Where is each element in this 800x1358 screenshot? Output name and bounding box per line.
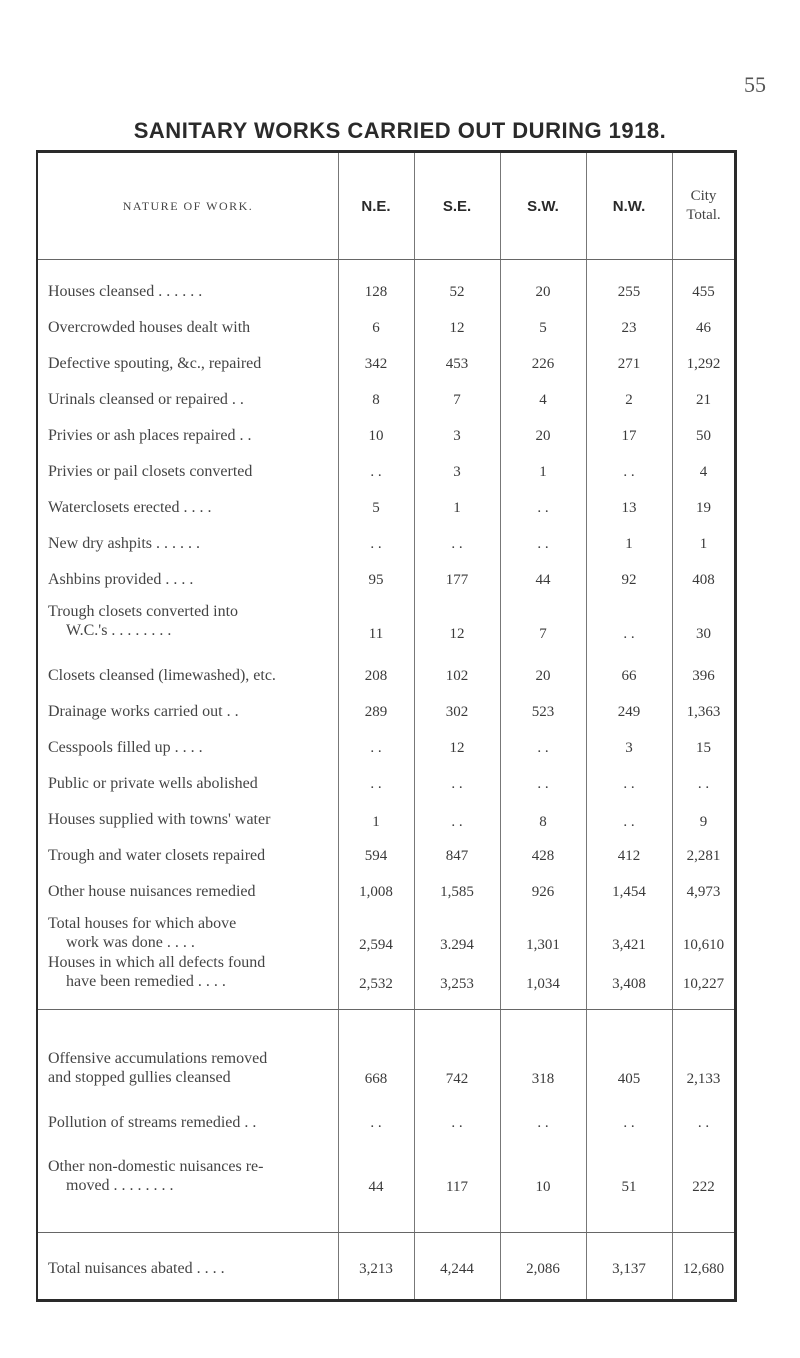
row-label: Closets cleansed (limewashed), etc. — [48, 667, 276, 684]
cell-city-total: 21 — [696, 392, 711, 408]
row-label: Total nuisances abated . . . . — [48, 1260, 225, 1277]
row-label-line2: moved . . . . . . . . — [66, 1177, 174, 1194]
cell-sw: 10 — [535, 1179, 551, 1195]
cell-nw: 412 — [617, 848, 641, 864]
cell-sw: 7 — [539, 626, 547, 642]
cell-city-total: 19 — [696, 500, 711, 516]
cell-ne: 8 — [372, 392, 380, 408]
cell-ne: 3,213 — [359, 1261, 393, 1277]
cell-sw: 4 — [539, 392, 547, 408]
cell-se: 7 — [453, 392, 461, 408]
cell-nw: 405 — [617, 1071, 641, 1087]
cell-se: 12 — [449, 320, 465, 336]
cell-se: 4,244 — [440, 1261, 474, 1277]
row-label: Trough and water closets repaired — [48, 847, 266, 864]
cell-ne: 1,008 — [359, 884, 393, 900]
cell-nw: 23 — [621, 320, 637, 336]
header-rule — [38, 259, 734, 260]
cell-city-total: 222 — [692, 1179, 715, 1195]
cell-nw: 2 — [625, 392, 633, 408]
header-city-line1: City — [690, 188, 717, 204]
row-label-line2: work was done . . . . — [66, 934, 195, 951]
cell-city-total: 10,227 — [682, 976, 725, 992]
cell-ne: 1 — [372, 814, 380, 830]
cell-ne: 10 — [368, 428, 384, 444]
cell-sw: 44 — [535, 572, 551, 588]
row-label: Other house nuisances remedied — [48, 883, 256, 900]
cell-se: 12 — [449, 626, 465, 642]
cell-se: . . — [451, 776, 463, 792]
cell-ne: . . — [370, 1115, 382, 1131]
row-label-line2: have been remedied . . . . — [66, 973, 226, 990]
cell-ne: 11 — [368, 626, 384, 642]
cell-se: . . — [451, 814, 463, 830]
cell-ne: 44 — [368, 1179, 384, 1195]
cell-city-total: 408 — [692, 572, 715, 588]
header-city-total — [672, 153, 735, 259]
cell-se: 177 — [445, 572, 469, 588]
row-label: Pollution of streams remedied . . — [48, 1114, 257, 1131]
cell-sw: . . — [537, 740, 549, 756]
cell-ne: 128 — [364, 284, 388, 300]
cell-sw: 20 — [535, 428, 551, 444]
cell-ne: . . — [370, 536, 382, 552]
cell-nw: 51 — [621, 1179, 637, 1195]
row-label: Privies or ash places repaired . . — [48, 427, 252, 444]
cell-sw: 1,301 — [526, 937, 560, 953]
cell-sw: 318 — [531, 1071, 555, 1087]
cell-ne: . . — [370, 776, 382, 792]
cell-sw: . . — [537, 536, 549, 552]
cell-sw: 5 — [539, 320, 547, 336]
cell-nw: 271 — [617, 356, 641, 372]
row-label: Overcrowded houses dealt with — [48, 319, 251, 336]
cell-sw: 20 — [535, 668, 551, 684]
header-nw: N.W. — [612, 197, 646, 215]
header-city-line2: Total. — [686, 207, 721, 223]
cell-sw: . . — [537, 500, 549, 516]
cell-se: 3.294 — [440, 937, 474, 953]
cell-sw: 428 — [531, 848, 555, 864]
cell-se: 102 — [445, 668, 469, 684]
row-label-line2: and stopped gullies cleansed — [48, 1069, 231, 1086]
cell-ne: 95 — [368, 572, 384, 588]
cell-city-total: 1 — [699, 536, 708, 552]
row-label — [48, 914, 338, 952]
row-label-line2: W.C.'s . . . . . . . . — [66, 622, 172, 639]
cell-city-total: 30 — [696, 626, 711, 642]
cell-se: 847 — [445, 848, 469, 864]
cell-city-total: 2,133 — [686, 1071, 721, 1087]
cell-city-total: 1,363 — [686, 704, 721, 720]
cell-city-total: 12,680 — [682, 1261, 725, 1277]
cell-se: 1 — [453, 500, 461, 516]
cell-se: 742 — [445, 1071, 469, 1087]
row-label: Houses cleansed . . . . . . — [48, 283, 203, 300]
cell-city-total: 50 — [696, 428, 711, 444]
cell-nw: 1 — [625, 536, 633, 552]
cell-city-total: 46 — [696, 320, 711, 336]
cell-se: 453 — [445, 356, 469, 372]
cell-nw: 66 — [621, 668, 637, 684]
cell-city-total: 2,281 — [686, 848, 721, 864]
cell-se: 3 — [453, 464, 461, 480]
row-label: New dry ashpits . . . . . . — [48, 535, 200, 552]
cell-ne: 289 — [364, 704, 388, 720]
row-label-line1: Total houses for which above — [48, 915, 237, 932]
cell-nw: 255 — [617, 284, 641, 300]
cell-se: 3 — [453, 428, 461, 444]
cell-ne: 208 — [364, 668, 388, 684]
cell-city-total: . . — [697, 1115, 710, 1131]
cell-ne: 342 — [364, 356, 388, 372]
row-label: Public or private wells abolished — [48, 775, 258, 792]
cell-nw: 3,421 — [612, 937, 646, 953]
cell-se: 12 — [449, 740, 465, 756]
sanitary-works-table — [36, 150, 737, 1302]
row-label-line1: Other non-domestic nuisances re- — [48, 1158, 264, 1175]
row-label: Ashbins provided . . . . — [48, 571, 194, 588]
cell-nw: . . — [623, 814, 635, 830]
row-label — [48, 1049, 338, 1087]
row-label: Privies or pail closets converted — [48, 463, 253, 480]
row-label: Urinals cleansed or repaired . . — [48, 391, 244, 408]
row-label-line1: Trough closets converted into — [48, 603, 239, 620]
section-rule — [38, 1232, 734, 1233]
cell-nw: . . — [623, 626, 635, 642]
cell-ne: . . — [370, 464, 382, 480]
row-label: Houses supplied with towns' water — [48, 811, 271, 828]
cell-ne: 5 — [372, 500, 380, 516]
cell-city-total: 1,292 — [686, 356, 721, 372]
cell-se: . . — [451, 1115, 463, 1131]
cell-sw: . . — [537, 776, 549, 792]
cell-city-total: . . — [697, 776, 710, 792]
section-rule — [38, 1009, 734, 1010]
row-label: Cesspools filled up . . . . — [48, 739, 203, 756]
row-label: Defective spouting, &c., repaired — [48, 355, 262, 372]
cell-sw: . . — [537, 1115, 549, 1131]
cell-nw: 92 — [621, 572, 637, 588]
row-label-line1: Offensive accumulations removed — [48, 1050, 268, 1067]
cell-ne: 2,532 — [359, 976, 393, 992]
cell-nw: 3,137 — [612, 1261, 646, 1277]
row-label: Waterclosets erected . . . . — [48, 499, 212, 516]
cell-sw: 2,086 — [526, 1261, 560, 1277]
cell-ne: . . — [370, 740, 382, 756]
cell-nw: 3 — [625, 740, 633, 756]
cell-city-total: 15 — [696, 740, 711, 756]
cell-sw: 8 — [539, 814, 547, 830]
cell-ne: 668 — [364, 1071, 388, 1087]
header-sw: S.W. — [527, 197, 559, 215]
cell-se: 302 — [445, 704, 469, 720]
row-label: Drainage works carried out . . — [48, 703, 239, 720]
cell-se: 52 — [449, 284, 465, 300]
cell-ne: 2,594 — [359, 937, 393, 953]
cell-city-total: 455 — [692, 284, 715, 300]
row-label — [48, 602, 338, 640]
header-se: S.E. — [442, 197, 472, 215]
cell-nw: 1,454 — [612, 884, 646, 900]
cell-sw: 1,034 — [526, 976, 560, 992]
row-label — [48, 1157, 338, 1195]
cell-se: 3,253 — [440, 976, 474, 992]
cell-sw: 226 — [531, 356, 555, 372]
cell-se: 1,585 — [440, 884, 474, 900]
header-ne: N.E. — [361, 197, 391, 215]
cell-sw: 523 — [531, 704, 555, 720]
cell-sw: 20 — [535, 284, 551, 300]
cell-se: 117 — [446, 1179, 468, 1195]
cell-nw: . . — [623, 776, 635, 792]
cell-ne: 6 — [372, 320, 380, 336]
page-title: SANITARY WORKS CARRIED OUT DURING 1918. — [133, 118, 667, 143]
cell-sw: 926 — [531, 884, 555, 900]
row-label — [48, 953, 338, 991]
header-nature-of-work: NATURE OF WORK. — [122, 198, 254, 213]
cell-nw: . . — [623, 1115, 635, 1131]
cell-nw: 249 — [617, 704, 641, 720]
cell-city-total: 10,610 — [682, 937, 725, 953]
cell-city-total: 4 — [699, 464, 708, 480]
cell-city-total: 4,973 — [686, 884, 721, 900]
cell-se: . . — [451, 536, 463, 552]
cell-city-total: 9 — [699, 814, 708, 830]
cell-nw: . . — [623, 464, 635, 480]
cell-nw: 3,408 — [612, 976, 646, 992]
page-number: 55 — [744, 72, 766, 97]
cell-nw: 13 — [621, 500, 637, 516]
cell-sw: 1 — [539, 464, 547, 480]
cell-ne: 594 — [364, 848, 388, 864]
cell-nw: 17 — [621, 428, 637, 444]
cell-city-total: 396 — [692, 668, 715, 684]
row-label-line1: Houses in which all defects found — [48, 954, 266, 971]
